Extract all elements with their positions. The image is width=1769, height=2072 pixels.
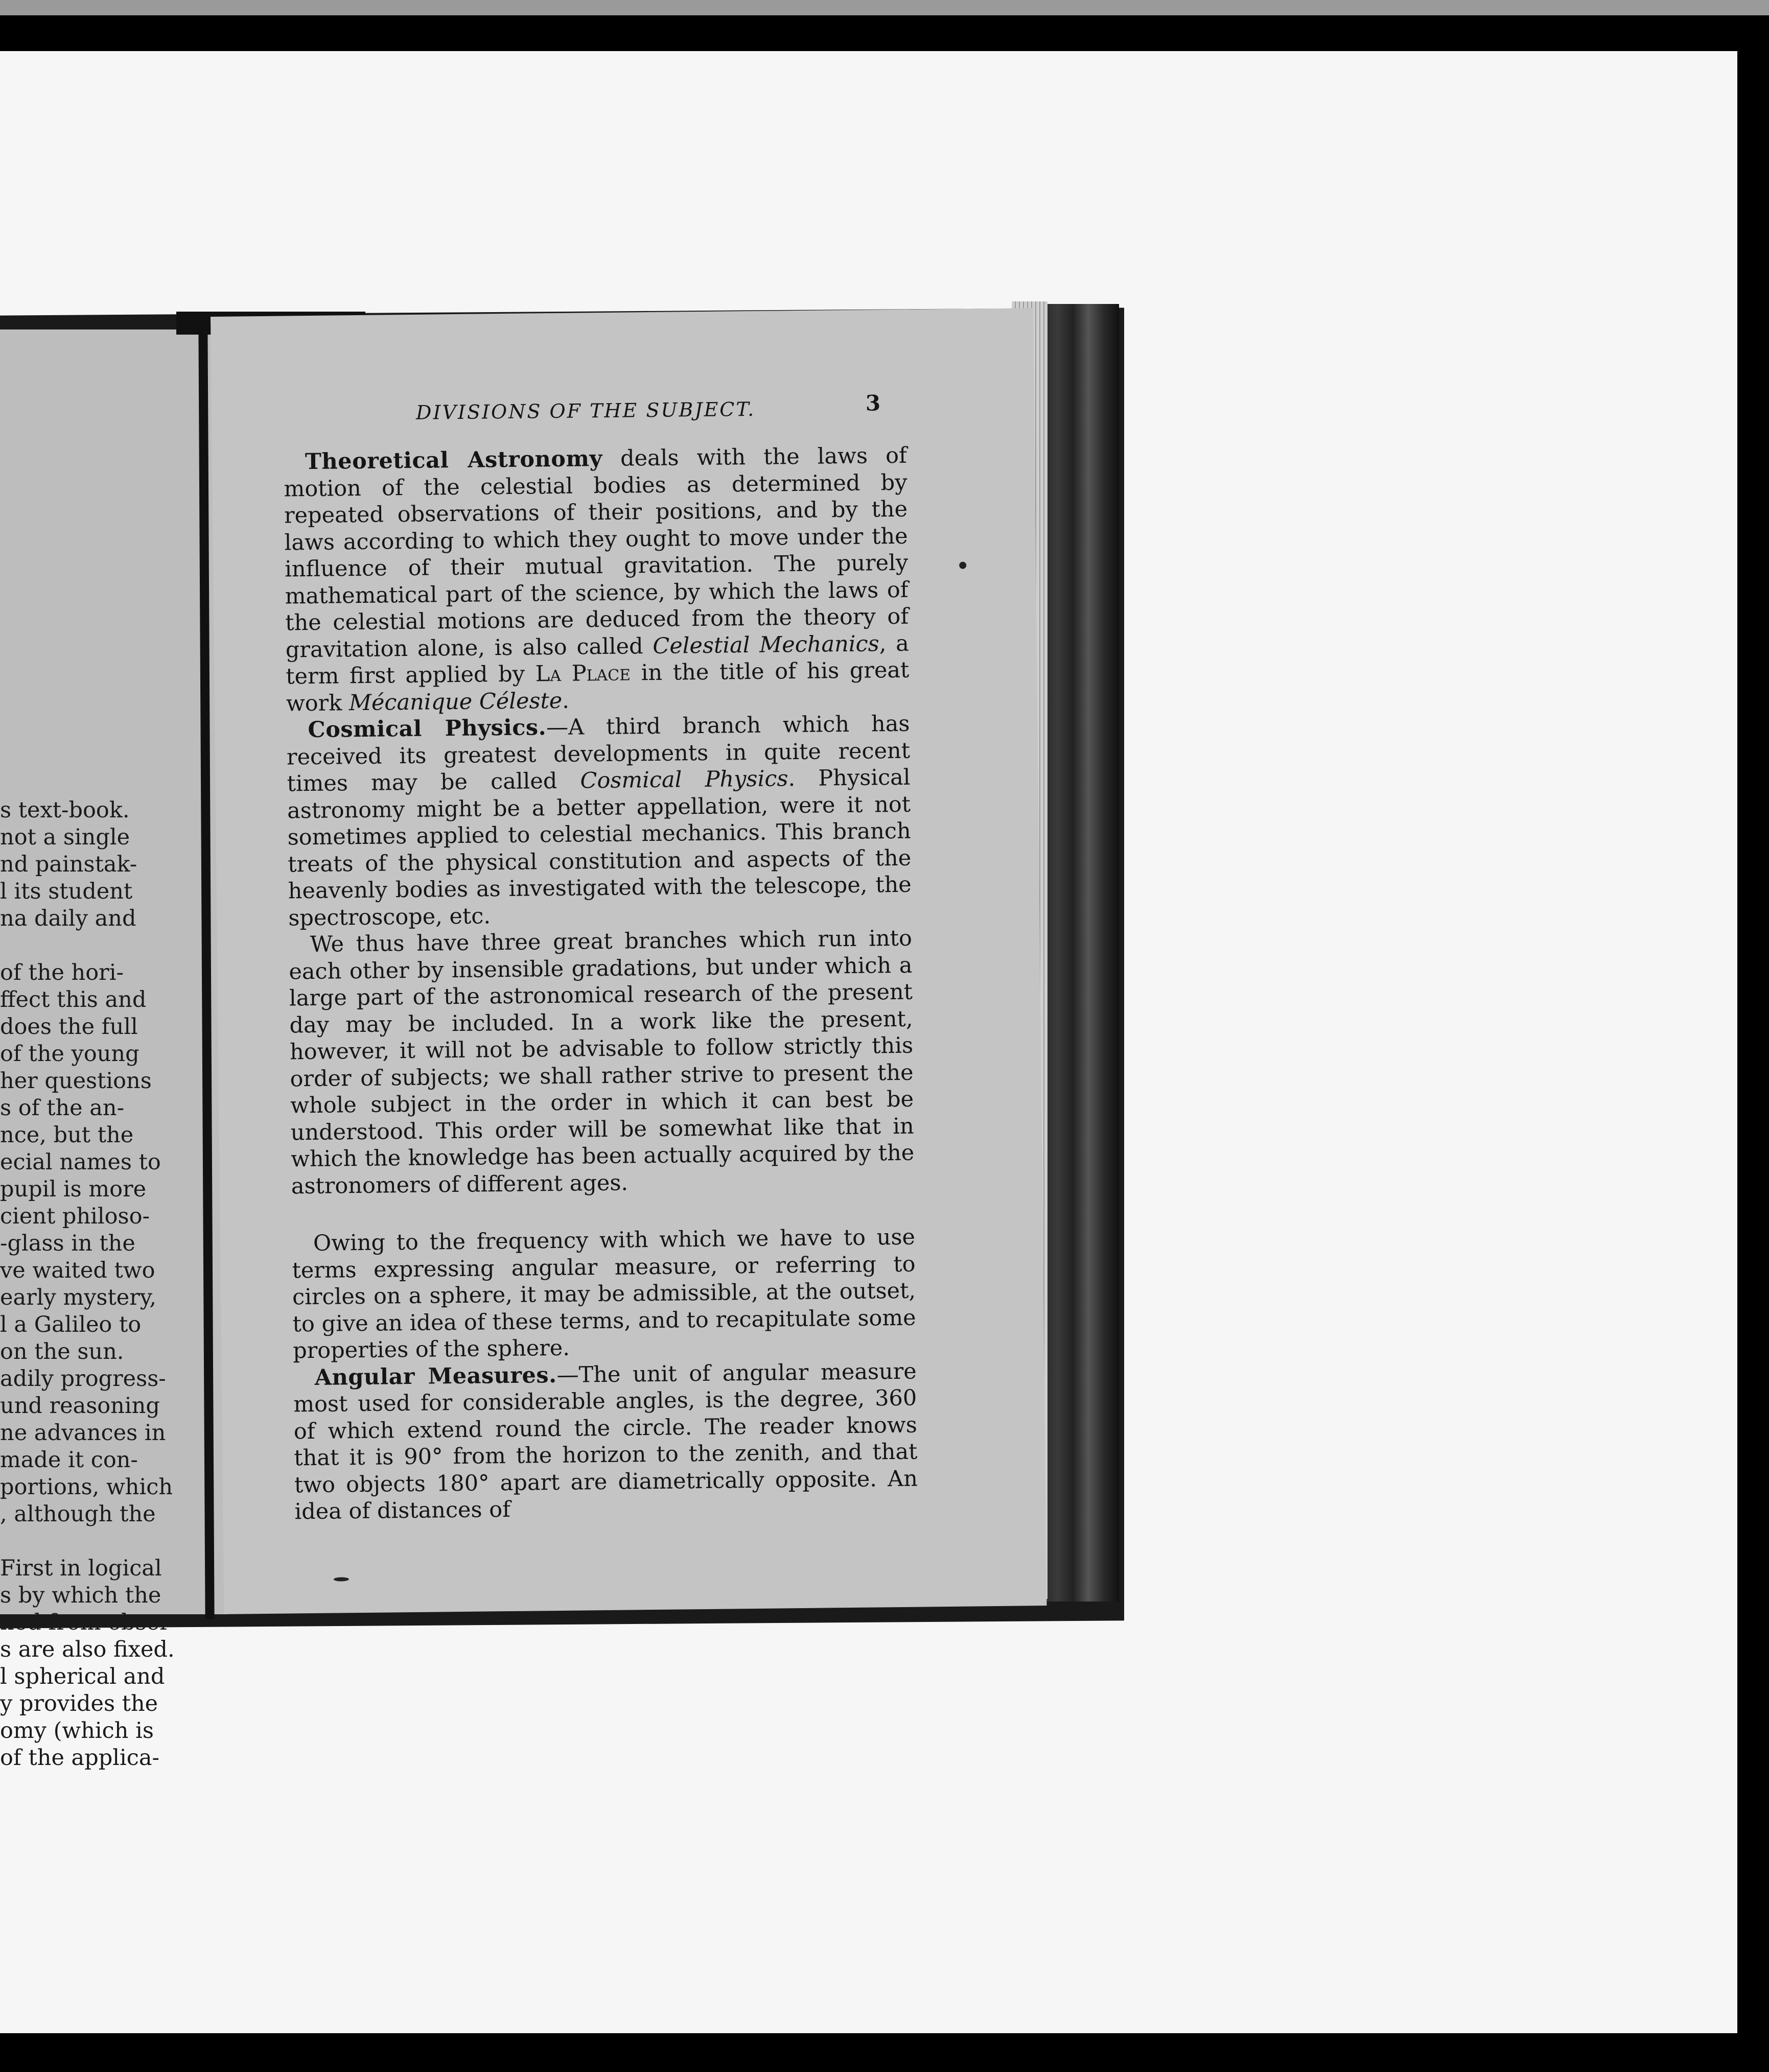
left-page-line: adily progress- <box>0 1366 166 1392</box>
paragraph-text: . Physical astronomy might be a better appellation, were it not sometimes applied to celestial mechanics. This branch treats of the physical constitution and aspects of the heavenly bodies as investigated with the telescope, the spectroscope, etc. <box>287 764 912 931</box>
paragraph-text: deals with the laws of motion of the celestial bodies as determined by repeated observations of their positions, and by the laws according to which they ought to move under the influence of their mutual gravitation. The purely mathematical part of the science, by which the laws of the celestial motions are deduced from the theory of gravitation alone, is also called <box>284 442 909 663</box>
ink-speck <box>334 1577 349 1581</box>
left-page-line: und reasoning <box>0 1393 160 1419</box>
left-page-line: nd painstak- <box>0 852 137 877</box>
left-page-line: pupil is more <box>0 1176 147 1202</box>
left-page-line: s of the an- <box>0 1095 125 1121</box>
right-page-content <box>283 390 918 1525</box>
left-page-line: omy (which is <box>0 1718 154 1744</box>
runin-heading: Cosmical Physics. <box>308 715 547 743</box>
left-page-line: , although the <box>0 1501 156 1527</box>
page-number: 3 <box>865 390 881 416</box>
running-head <box>283 390 907 449</box>
left-page-line: of the young <box>0 1041 139 1067</box>
left-page-line: on the sun. <box>0 1339 124 1364</box>
left-page-line: na daily and <box>0 906 136 931</box>
paragraph-text: in the title of his great work <box>286 657 910 716</box>
left-page-line: s by which the <box>0 1583 161 1608</box>
left-page-line: nce, but the <box>0 1122 134 1148</box>
left-page-line: does the full <box>0 1014 138 1040</box>
left-page-line: portions, which <box>0 1474 173 1500</box>
running-head-title: DIVISIONS OF THE SUBJECT. <box>415 397 756 424</box>
left-page-text <box>0 797 225 1772</box>
left-page-line: ecial names to <box>0 1149 161 1175</box>
left-page-line: l spherical and <box>0 1664 165 1689</box>
runin-heading: Theoretical Astronomy <box>305 445 603 475</box>
left-page-line: ned from obser- <box>0 1610 178 1635</box>
left-page-line: her questions <box>0 1068 152 1094</box>
paragraph-cosmical-physics <box>286 711 912 932</box>
book-cover-edge <box>1042 304 1119 1602</box>
left-page-line: First in logical <box>0 1556 162 1581</box>
paragraph-three-branches: We thus have three great branches which run into each other by insensible gradations, but under which a large part of the astronomical research of the present day may be included. In a work like the present, however, it will not be advisable to follow strictly this order of subjects; we shall rather strive to present the whole subject in the order in which it can best be understood. This order will be somewhat like that in which the knowledge has been actually acquired by the astronomers of different ages. <box>289 925 915 1199</box>
left-page-line: y provides the <box>0 1691 158 1716</box>
paragraph-angular-terms: Owing to the frequency with which we have to use terms expressing angular measure, or referring to circles on a sphere, it may be admissible, at the outset, to give an idea of these terms, and to recapitulate some properties of the sphere. <box>292 1224 916 1364</box>
paragraph-theoretical-astronomy <box>284 442 910 717</box>
left-page-line: s are also fixed. <box>0 1637 175 1662</box>
left-page-line: ffect this and <box>0 987 147 1013</box>
left-page-line: ve waited two <box>0 1258 155 1283</box>
left-page-line <box>0 1528 225 1555</box>
left-page-line: of the hori- <box>0 960 124 985</box>
ink-speck <box>959 562 966 569</box>
left-page-line: made it con- <box>0 1447 138 1473</box>
left-page-line: l a Galileo to <box>0 1312 142 1337</box>
left-page-line: s text-book. <box>0 797 130 823</box>
paragraph-text: —A third branch which has received its greatest developments in quite recent times may be called <box>286 711 911 797</box>
left-page-line: -glass in the <box>0 1231 135 1256</box>
right-page <box>211 308 1047 1614</box>
italic-term: Celestial Mechanics <box>653 630 879 659</box>
italic-term: Cosmical Physics <box>580 766 788 794</box>
paragraph-angular-measures <box>293 1358 918 1525</box>
runin-heading: Angular Measures. <box>314 1362 557 1391</box>
left-page-line: early mystery, <box>0 1285 157 1310</box>
paragraph-text: , a term first applied by <box>286 630 910 690</box>
paragraph-text: —The unit of angular measure most used for considerable angles, is the degree, 360 of which extend round the circle. The reader knows that it is 90° from the horizon to the zenith, and that two objects 180° apart are diametrically opposite. An idea of distances of <box>293 1358 918 1525</box>
left-page-line <box>0 932 225 959</box>
scan-top-border <box>0 0 1769 15</box>
left-page-line: ne advances in <box>0 1420 166 1446</box>
left-page <box>0 329 227 1771</box>
paragraph-text: . <box>562 688 570 714</box>
left-page-line: not a single <box>0 825 130 850</box>
italic-title: Mécanique Céleste <box>348 688 563 716</box>
left-page-line: of the applica- <box>0 1745 160 1771</box>
left-page-line: cient philoso- <box>0 1204 150 1229</box>
left-page-line: l its student <box>0 879 133 904</box>
author-name: La Place <box>535 660 631 687</box>
